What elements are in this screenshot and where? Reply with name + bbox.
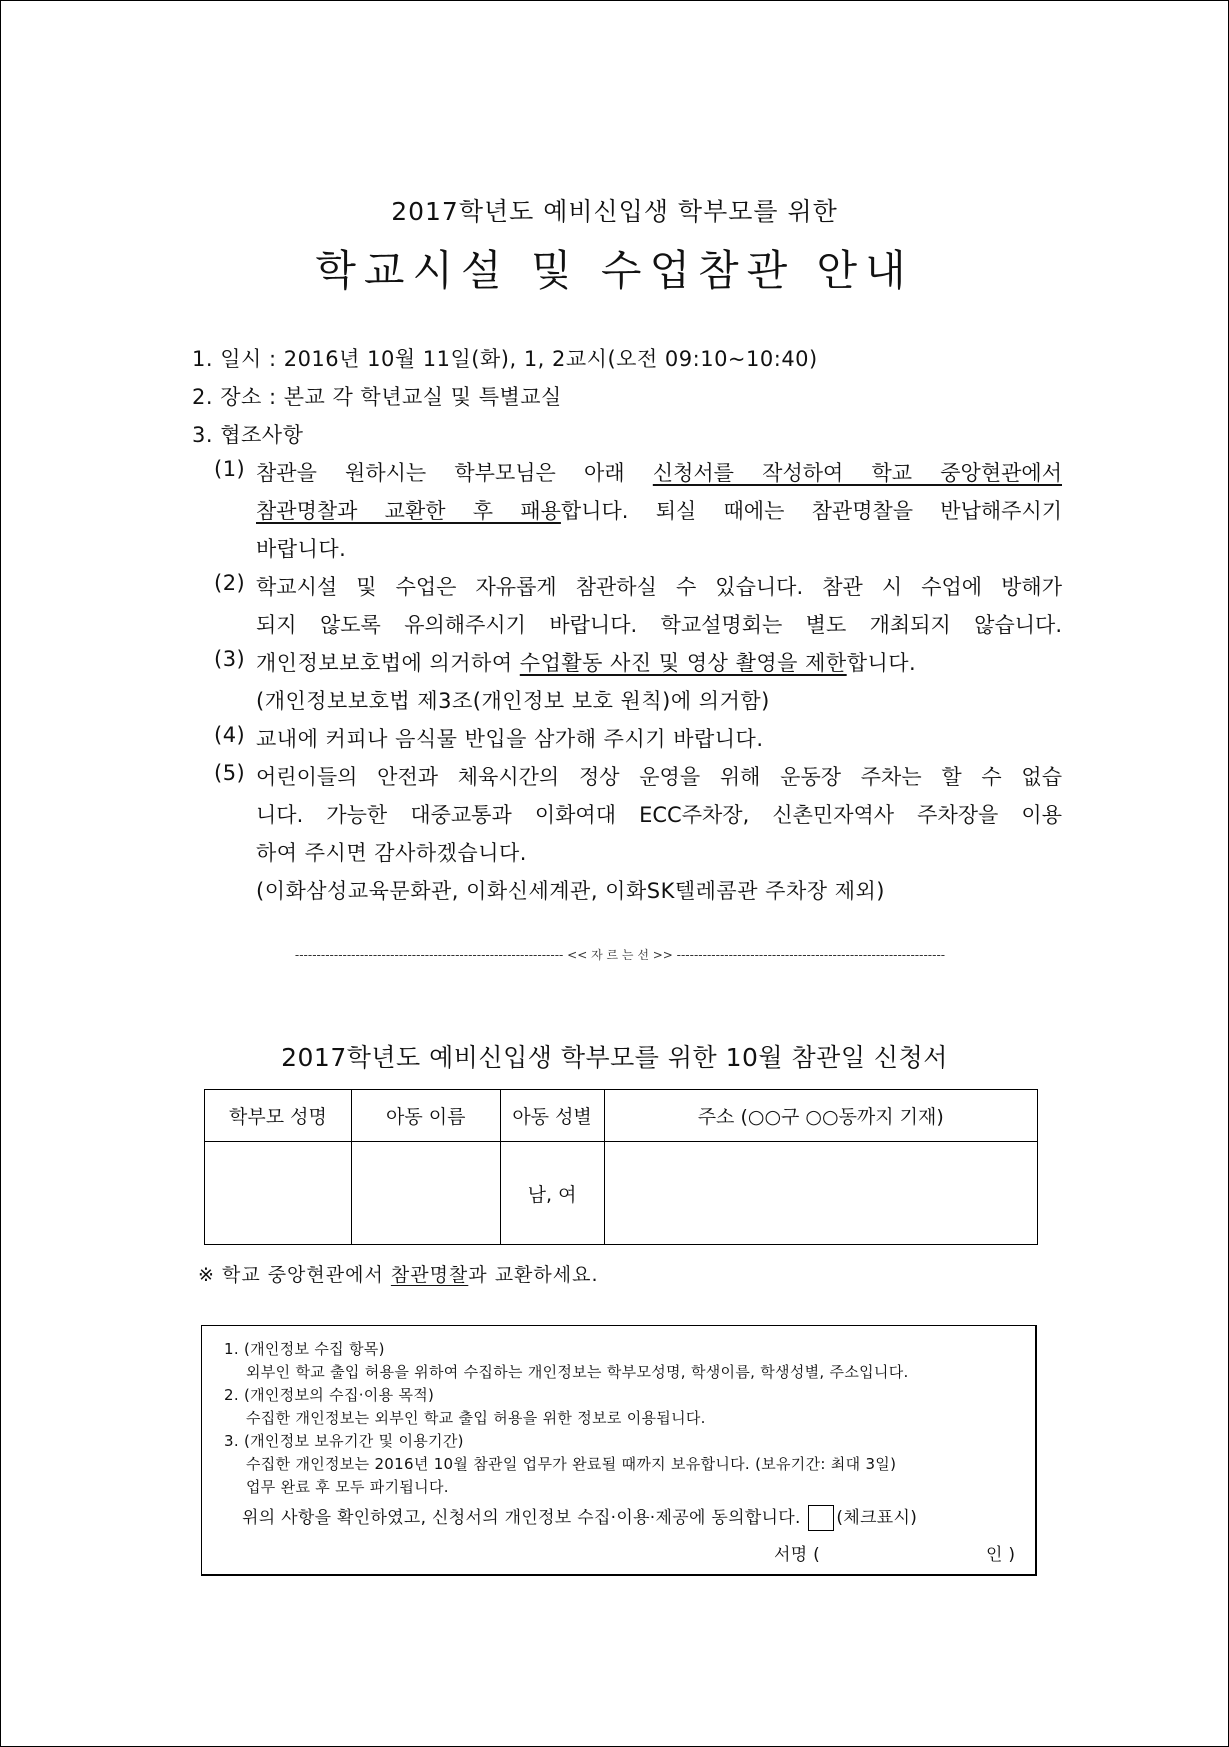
consent-text-3a: 수집한 개인정보는 2016년 10월 참관일 업무가 완료될 때까지 보유합니다. (보유기간: 최대 3일): [246, 1455, 897, 1473]
item-date: 1. 일시 : 2016년 10월 11일(화), 1, 2교시(오전 09:10~10:40): [192, 347, 818, 371]
cut-line: -------------------------------------------------------------- << 자 르 는 선 >> --------------------------------------------------------------: [294, 948, 946, 962]
signature-label: 서명 (: [774, 1545, 821, 1565]
coop-1-number: (1): [214, 457, 246, 481]
coop-5-number: (5): [214, 761, 246, 785]
signature-end: 인 ): [986, 1545, 1016, 1565]
form-title: 2017학년도 예비신입생 학부모를 위한 10월 참관일 신청서: [281, 1043, 948, 1072]
coop-4-line-1: 교내에 커피나 음식물 반입을 삼가해 주시기 바랍니다.: [256, 727, 764, 751]
item-cooperation: 3. 협조사항: [192, 423, 304, 447]
consent-heading-3: 3. (개인정보 보유기간 및 이용기간): [224, 1432, 464, 1450]
address-cell[interactable]: [604, 1142, 1037, 1245]
coop-1-line-3: 바랍니다.: [256, 537, 347, 561]
coop-2-line-1: 학교시설 및 수업은 자유롭게 참관하실 수 있습니다. 참관 시 수업에 방해가: [256, 575, 1062, 599]
coop-3-line-1: 개인정보보호법에 의거하여 수업활동 사진 및 영상 촬영을 제한합니다.: [256, 651, 917, 675]
table-header-row: [205, 1090, 1038, 1142]
coop-2-number: (2): [214, 571, 246, 595]
application-table: [204, 1089, 1038, 1245]
coop-3-number: (3): [214, 647, 246, 671]
checkbox-label: (체크표시): [836, 1508, 918, 1528]
privacy-consent-box: [201, 1325, 1037, 1576]
form-note: ※ 학교 중앙현관에서 참관명찰과 교환하세요.: [198, 1264, 599, 1286]
coop-3-line-2: (개인정보보호법 제3조(개인정보 보호 원칙)에 의거함): [256, 689, 770, 713]
child-gender-cell[interactable]: 남, 여: [500, 1142, 604, 1245]
column-header: 아동 이름: [351, 1090, 500, 1142]
coop-2-line-2: 되지 않도록 유의해주시기 바랍니다. 학교설명회는 별도 개최되지 않습니다.: [256, 613, 1062, 637]
signature-field[interactable]: [852, 1536, 972, 1562]
consent-heading-2: 2. (개인정보의 수집·이용 목적): [224, 1386, 435, 1404]
document-title: 학교시설 및 수업참관 안내: [315, 246, 914, 295]
coop-5-line-3: 하여 주시면 감사하겠습니다.: [256, 841, 527, 865]
consent-agreement: 위의 사항을 확인하였고, 신청서의 개인정보 수집·이용·제공에 동의합니다. (체크표시): [242, 1503, 917, 1531]
coop-1-line-1: 참관을 원하시는 학부모님은 아래 신청서를 작성하여 학교 중앙현관에서: [256, 461, 1062, 485]
column-header: 아동 성별: [500, 1090, 604, 1142]
coop-4-number: (4): [214, 723, 246, 747]
consent-text-2: 수집한 개인정보는 외부인 학교 출입 허용을 위한 정보로 이용됩니다.: [246, 1409, 706, 1427]
coop-5-line-4: (이화삼성교육문화관, 이화신세계관, 이화SK텔레콤관 주차장 제외): [256, 879, 885, 903]
child-name-cell[interactable]: [351, 1142, 500, 1245]
document-subtitle: 2017학년도 예비신입생 학부모를 위한: [391, 197, 838, 226]
item-place: 2. 장소 : 본교 각 학년교실 및 특별교실: [192, 385, 562, 409]
coop-5-line-2: 니다. 가능한 대중교통과 이화여대 ECC주차장, 신촌민자역사 주차장을 이용: [256, 803, 1062, 827]
consent-text-3b: 업무 완료 후 모두 파기됩니다.: [246, 1478, 449, 1496]
column-header: 학부모 성명: [205, 1090, 352, 1142]
consent-checkbox[interactable]: [808, 1505, 834, 1531]
coop-5-line-1: 어린이들의 안전과 체육시간의 정상 운영을 위해 운동장 주차는 할 수 없습: [256, 765, 1062, 789]
column-header: 주소 (○○구 ○○동까지 기재): [604, 1090, 1037, 1142]
consent-text-1: 외부인 학교 출입 허용을 위하여 수집하는 개인정보는 학부모성명, 학생이름, 학생성별, 주소입니다.: [246, 1363, 909, 1381]
coop-1-line-2: 참관명찰과 교환한 후 패용합니다. 퇴실 때에는 참관명찰을 반납해주시기: [256, 499, 1063, 523]
parent-name-cell[interactable]: [205, 1142, 352, 1245]
table-row: [205, 1142, 1038, 1245]
consent-heading-1: 1. (개인정보 수집 항목): [224, 1340, 385, 1358]
